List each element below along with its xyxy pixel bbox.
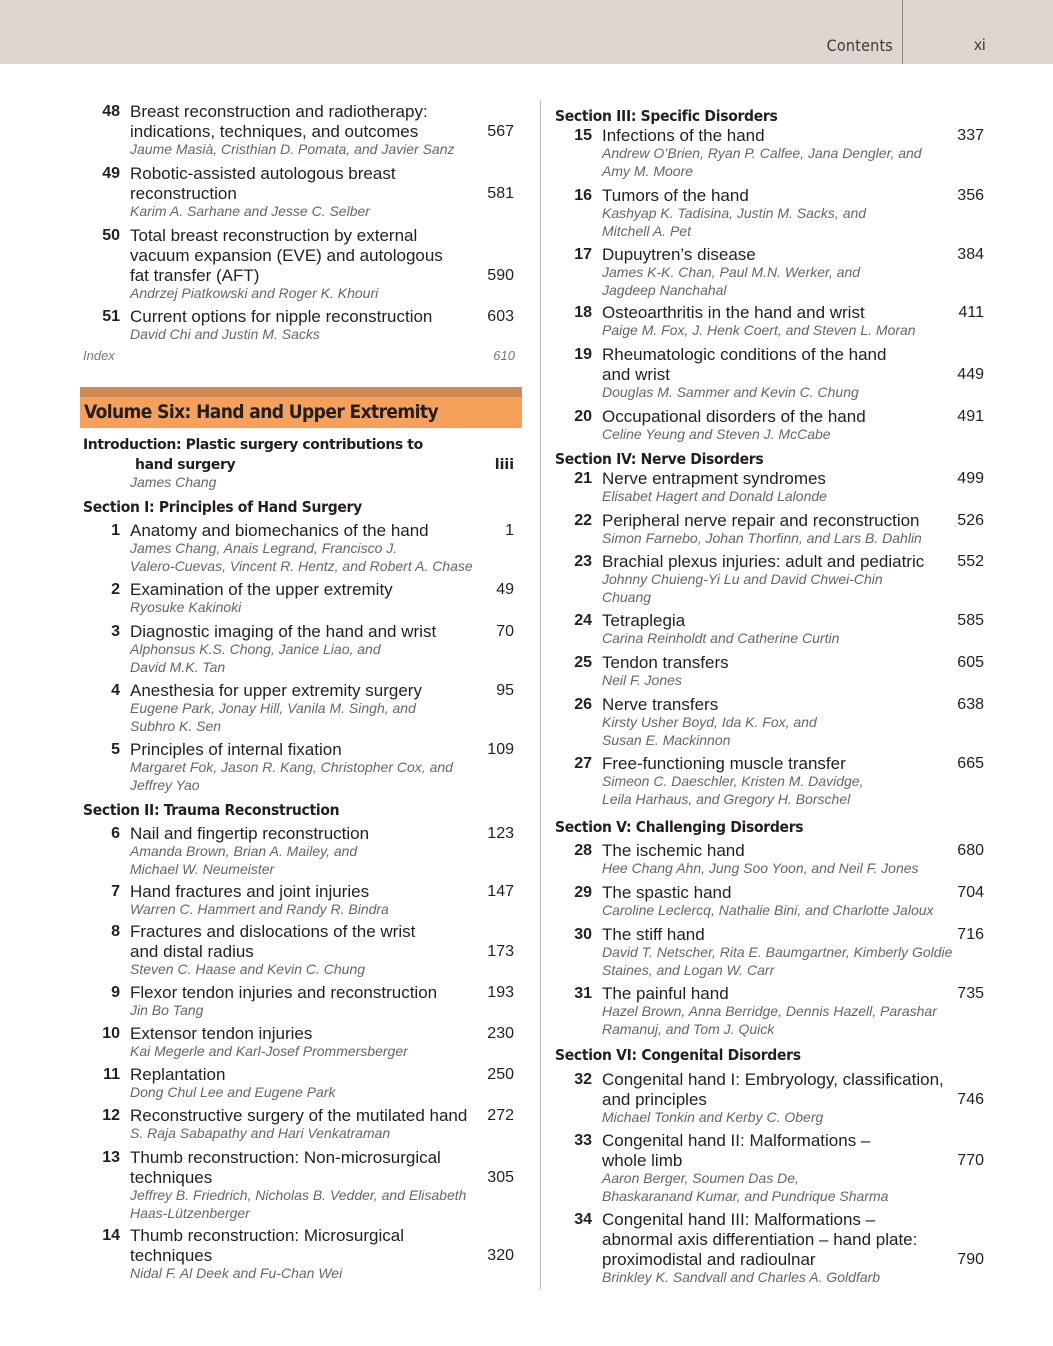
chapter-number: 7	[111, 883, 120, 900]
chapter-page: 605	[957, 654, 984, 671]
chapter-authors: James K-K. Chan, Paul M.N. Werker, and Jagdeep Nanchahal	[602, 264, 861, 298]
chapter-authors: Ryosuke Kakinoki	[130, 599, 242, 615]
chapter-authors: Andrzej Piatkowski and Roger K. Khouri	[130, 285, 379, 301]
chapter-page: 173	[487, 943, 514, 960]
chapter-authors: Carina Reinholdt and Catherine Curtin	[602, 630, 840, 646]
chapter-number: 50	[102, 227, 120, 244]
column-divider	[540, 100, 541, 1290]
chapter-authors: David Chi and Justin M. Sacks	[130, 326, 320, 342]
chapter-title: Hand fractures and joint injuries	[130, 882, 370, 901]
chapter-title: Nerve entrapment syndromes	[602, 469, 826, 488]
chapter-authors: Nidal F. Al Deek and Fu-Chan Wei	[130, 1265, 343, 1281]
chapter-authors: Aaron Berger, Soumen Das De, Bhaskaranand Kumar, and Pundrique Sharma	[602, 1170, 889, 1204]
chapter-title: Current options for nipple reconstruction	[130, 307, 433, 326]
chapter-title: Examination of the upper extremity	[130, 580, 393, 599]
chapter-page: 109	[487, 741, 514, 758]
chapter-number: 5	[111, 741, 120, 758]
chapter-number: 20	[574, 408, 592, 425]
chapter-number: 33	[574, 1132, 592, 1149]
chapter-page: 665	[957, 755, 984, 772]
chapter-page: 499	[957, 470, 984, 487]
header-divider	[902, 0, 903, 64]
chapter-authors: Celine Yeung and Steven J. McCabe	[602, 426, 831, 442]
intro-title-line2: hand surgery	[135, 457, 236, 473]
chapter-authors: Jaume Masià, Cristhian D. Pomata, and Javier Sanz	[130, 141, 455, 157]
chapter-number: 4	[111, 682, 120, 699]
section-heading-4: Section IV: Nerve Disorders	[555, 450, 764, 468]
chapter-authors: Margaret Fok, Jason R. Kang, Christopher Cox, and Jeffrey Yao	[130, 759, 453, 793]
header-page-number: xi	[974, 37, 986, 54]
chapter-page: 552	[957, 553, 984, 570]
chapter-page: 193	[487, 984, 514, 1001]
chapter-title: Replantation	[130, 1065, 226, 1084]
chapter-title: Tetraplegia	[602, 611, 686, 630]
chapter-number: 23	[574, 553, 592, 570]
chapter-title: Nail and fingertip reconstruction	[130, 824, 370, 843]
chapter-page: 305	[487, 1169, 514, 1186]
chapter-authors: Warren C. Hammert and Randy R. Bindra	[130, 901, 389, 917]
chapter-page: 272	[487, 1107, 514, 1124]
chapter-authors: Kirsty Usher Boyd, Ida K. Fox, and Susan E. Mackinnon	[602, 714, 817, 748]
chapter-authors: Steven C. Haase and Kevin C. Chung	[130, 961, 366, 977]
chapter-authors: Kashyap K. Tadisina, Justin M. Sacks, and Mitchell A. Pet	[602, 205, 867, 239]
chapter-number: 26	[574, 696, 592, 713]
chapter-authors: Dong Chul Lee and Eugene Park	[130, 1084, 336, 1100]
chapter-title: The stiff hand	[602, 925, 705, 944]
chapter-number: 51	[102, 308, 120, 325]
chapter-number: 8	[111, 923, 120, 940]
chapter-number: 18	[574, 304, 592, 321]
chapter-title: Flexor tendon injuries and reconstruction	[130, 983, 438, 1002]
chapter-authors: David T. Netscher, Rita E. Baumgartner, Kimberly Goldie Staines, and Logan W. Carr	[602, 944, 953, 978]
chapter-authors: Michael Tonkin and Kerby C. Oberg	[602, 1109, 824, 1125]
chapter-page: 1	[505, 522, 514, 539]
chapter-number: 10	[102, 1025, 120, 1042]
chapter-number: 17	[574, 246, 592, 263]
chapter-page: 95	[496, 682, 514, 699]
chapter-page: 567	[487, 123, 514, 140]
chapter-title: Brachial plexus injuries: adult and pediatric	[602, 552, 925, 571]
chapter-number: 12	[102, 1107, 120, 1124]
chapter-number: 11	[103, 1066, 120, 1083]
chapter-authors: S. Raja Sabapathy and Hari Venkatraman	[130, 1125, 391, 1141]
chapter-number: 22	[574, 512, 592, 529]
chapter-number: 29	[574, 884, 592, 901]
chapter-number: 34	[574, 1211, 592, 1228]
chapter-page: 704	[957, 884, 984, 901]
chapter-page: 449	[957, 366, 984, 383]
chapter-page: 337	[957, 127, 984, 144]
chapter-number: 27	[574, 755, 592, 772]
chapter-page: 526	[957, 512, 984, 529]
chapter-title: Anesthesia for upper extremity surgery	[130, 681, 422, 700]
section-heading-6: Section VI: Congenital Disorders	[555, 1046, 801, 1064]
chapter-title: Infections of the hand	[602, 126, 765, 145]
chapter-page: 123	[487, 825, 514, 842]
section-heading-2: Section II: Trauma Reconstruction	[83, 801, 340, 819]
chapter-number: 13	[102, 1149, 120, 1166]
chapter-page: 147	[487, 883, 514, 900]
chapter-authors: Johnny Chuieng-Yi Lu and David Chwei-Chin Chuang	[602, 571, 883, 605]
chapter-authors: Douglas M. Sammer and Kevin C. Chung	[602, 384, 859, 400]
chapter-page: 320	[487, 1247, 514, 1264]
chapter-page: 491	[957, 408, 984, 425]
chapter-authors: Jeffrey B. Friedrich, Nicholas B. Vedder, and Elisabeth Haas-Lützenberger	[130, 1187, 467, 1221]
chapter-number: 9	[111, 984, 120, 1001]
page-header	[0, 0, 1053, 64]
chapter-page: 411	[958, 304, 984, 321]
chapter-title: Anatomy and biomechanics of the hand	[130, 521, 429, 540]
index-label: Index	[83, 348, 115, 363]
chapter-number: 32	[574, 1071, 592, 1088]
chapter-title: Occupational disorders of the hand	[602, 407, 866, 426]
volume-title: Volume Six: Hand and Upper Extremity	[84, 401, 438, 423]
chapter-title: Diagnostic imaging of the hand and wrist	[130, 622, 437, 641]
chapter-page: 70	[496, 623, 514, 640]
chapter-title: Congenital hand I: Embryology, classification, and principles	[602, 1070, 944, 1109]
chapter-page: 585	[957, 612, 984, 629]
chapter-authors: Jin Bo Tang	[130, 1002, 204, 1018]
chapter-authors: Hee Chang Ahn, Jung Soo Yoon, and Neil F. Jones	[602, 860, 919, 876]
chapter-title: Thumb reconstruction: Microsurgical techniques	[130, 1226, 404, 1265]
chapter-authors: James Chang, Anais Legrand, Francisco J. Valero-Cuevas, Vincent R. Hentz, and Robert A. Chase	[130, 540, 473, 574]
chapter-authors: Brinkley K. Sandvall and Charles A. Goldfarb	[602, 1269, 881, 1285]
section-heading-3: Section III: Specific Disorders	[555, 107, 778, 125]
chapter-authors: Paige M. Fox, J. Henk Coert, and Steven L. Moran	[602, 322, 916, 338]
intro-title-line1: Introduction: Plastic surgery contributions to	[83, 437, 423, 453]
chapter-authors: Hazel Brown, Anna Berridge, Dennis Hazell, Parashar Ramanuj, and Tom J. Quick	[602, 1003, 937, 1037]
chapter-page: 603	[487, 308, 514, 325]
chapter-authors: Andrew O’Brien, Ryan P. Calfee, Jana Dengler, and Amy M. Moore	[602, 145, 922, 179]
chapter-page: 638	[957, 696, 984, 713]
chapter-page: 49	[496, 581, 514, 598]
chapter-number: 31	[574, 985, 592, 1002]
chapter-number: 3	[111, 623, 120, 640]
volume-heading-bar	[80, 387, 522, 428]
chapter-authors: Simon Farnebo, Johan Thorfinn, and Lars B. Dahlin	[602, 530, 922, 546]
chapter-title: Peripheral nerve repair and reconstruction	[602, 511, 920, 530]
chapter-number: 14	[102, 1227, 120, 1244]
chapter-number: 1	[111, 522, 120, 539]
chapter-number: 49	[102, 165, 120, 182]
chapter-page: 716	[957, 926, 984, 943]
chapter-number: 48	[102, 103, 120, 120]
chapter-authors: Alphonsus K.S. Chong, Janice Liao, and David M.K. Tan	[130, 641, 381, 675]
chapter-number: 25	[574, 654, 592, 671]
chapter-title: Thumb reconstruction: Non-microsurgical techniques	[130, 1148, 441, 1187]
chapter-title: Fractures and dislocations of the wrist and distal radius	[130, 922, 416, 961]
chapter-title: Reconstructive surgery of the mutilated hand	[130, 1106, 468, 1125]
chapter-number: 2	[111, 581, 120, 598]
chapter-page: 790	[957, 1251, 984, 1268]
chapter-authors: Caroline Leclercq, Nathalie Bini, and Charlotte Jaloux	[602, 902, 934, 918]
chapter-title: Osteoarthritis in the hand and wrist	[602, 303, 865, 322]
chapter-number: 6	[111, 825, 120, 842]
chapter-title: Total breast reconstruction by external vacuum expansion (EVE) and autologous fat transfer (AFT)	[130, 226, 443, 285]
chapter-authors: Eugene Park, Jonay Hill, Vanila M. Singh, and Subhro K. Sen	[130, 700, 416, 734]
chapter-page: 746	[957, 1091, 984, 1108]
chapter-page: 590	[487, 267, 514, 284]
chapter-title: Breast reconstruction and radiotherapy: indications, techniques, and outcomes	[130, 102, 428, 141]
chapter-title: Nerve transfers	[602, 695, 719, 714]
chapter-number: 28	[574, 842, 592, 859]
chapter-number: 21	[574, 470, 592, 487]
chapter-title: The ischemic hand	[602, 841, 745, 860]
header-section-label: Contents	[826, 36, 893, 55]
chapter-title: Robotic-assisted autologous breast reconstruction	[130, 164, 396, 203]
chapter-title: Congenital hand II: Malformations – whole limb	[602, 1131, 871, 1170]
chapter-title: Tendon transfers	[602, 653, 729, 672]
chapter-page: 250	[487, 1066, 514, 1083]
chapter-page: 230	[487, 1025, 514, 1042]
chapter-page: 356	[957, 187, 984, 204]
intro-page: liii	[494, 457, 514, 473]
section-heading-5: Section V: Challenging Disorders	[555, 818, 804, 836]
chapter-authors: Elisabet Hagert and Donald Lalonde	[602, 488, 827, 504]
chapter-number: 24	[574, 612, 592, 629]
chapter-title: The painful hand	[602, 984, 729, 1003]
chapter-authors: Simeon C. Daeschler, Kristen M. Davidge, Leila Harhaus, and Gregory H. Borschel	[602, 773, 864, 807]
index-entry	[83, 348, 515, 363]
chapter-title: The spastic hand	[602, 883, 732, 902]
chapter-title: Dupuytren’s disease	[602, 245, 756, 264]
chapter-page: 735	[957, 985, 984, 1002]
chapter-number: 30	[574, 926, 592, 943]
chapter-title: Extensor tendon injuries	[130, 1024, 313, 1043]
chapter-number: 19	[574, 346, 592, 363]
chapter-number: 15	[574, 127, 592, 144]
chapter-authors: Kai Megerle and Karl-Josef Prommersberger	[130, 1043, 408, 1059]
chapter-authors: Amanda Brown, Brian A. Mailey, and Michael W. Neumeister	[130, 843, 358, 877]
chapter-page: 384	[957, 246, 984, 263]
chapter-authors: Neil F. Jones	[602, 672, 682, 688]
chapter-page: 680	[957, 842, 984, 859]
intro-authors: James Chang	[130, 474, 217, 490]
chapter-title: Principles of internal fixation	[130, 740, 342, 759]
chapter-page: 581	[487, 185, 514, 202]
chapter-number: 16	[574, 187, 592, 204]
section-heading-1: Section I: Principles of Hand Surgery	[83, 498, 362, 516]
chapter-title: Free-functioning muscle transfer	[602, 754, 846, 773]
chapter-title: Congenital hand III: Malformations – abnormal axis differentiation – hand plate: proximodistal and radioulnar	[602, 1210, 918, 1269]
chapter-title: Tumors of the hand	[602, 186, 749, 205]
index-page: 610	[493, 348, 515, 363]
chapter-authors: Karim A. Sarhane and Jesse C. Selber	[130, 203, 370, 219]
chapter-title: Rheumatologic conditions of the hand and wrist	[602, 345, 887, 384]
chapter-page: 770	[957, 1152, 984, 1169]
